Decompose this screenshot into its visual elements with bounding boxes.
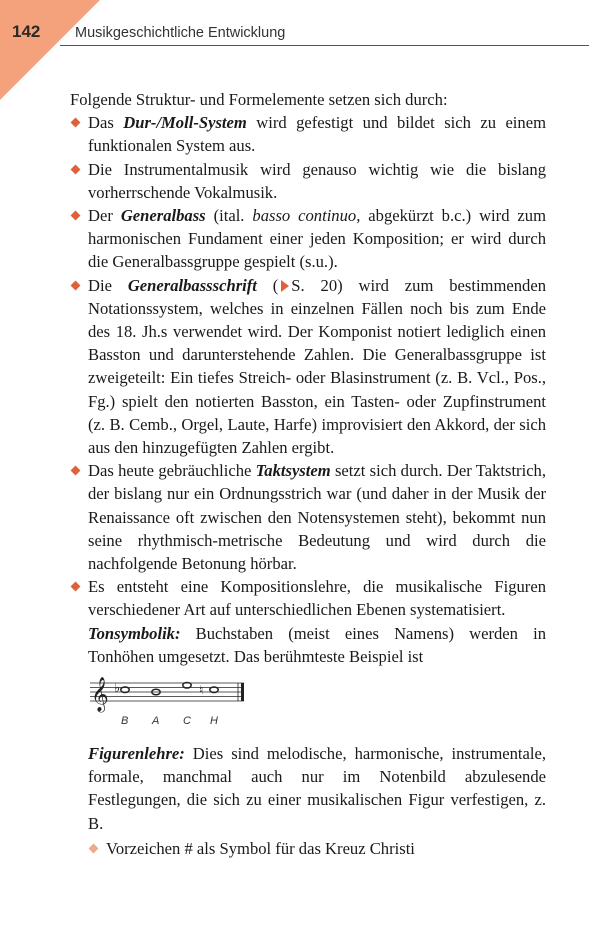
tonsymbolik-paragraph: Tonsymbolik: Buchstaben (meist eines Namens) werden in Tonhöhen umgesetzt. Das berühmteste Beispiel ist	[88, 623, 546, 666]
list-item: Es entsteht eine Kompositionslehre, die musikalische Figuren verschiedener Art auf unterschiedlichen Ebenen systematisiert.	[70, 575, 546, 621]
figurenlehre-paragraph: Figurenlehre: Dies sind melodische, harmonische, instrumentale, formale, manchmal auch nur im Notenbild abzulesende Festlegungen, die sich zu einer musikalischen Figur verfestigen, z. B.	[88, 744, 546, 833]
term: Tonsymbolik:	[88, 623, 181, 643]
list-item: Die Instrumentalmusik wird genauso wichtig wie die bislang vorherrschende Vokalmusik.	[70, 158, 546, 204]
page-reference[interactable]: S. 20)	[291, 275, 343, 295]
list-item: Das heute gebräuchliche Taktsystem setzt sich durch. Der Taktstrich, der bislang nur ein Ordnungsstrich war (und daher in der Musik der Renaissance oft zwischen den Notensystemen steht), bekommt nun seine rhythmisch-metrische Bedeutung und wird durch die nachfolgende Betonung hörbar.	[70, 459, 546, 575]
note-label-c: C	[183, 715, 191, 728]
page-number: 142	[12, 22, 41, 41]
music-staff	[88, 674, 248, 714]
flat-sign-icon: ♭	[114, 681, 121, 697]
bullet-list	[70, 111, 546, 621]
term: Generalbass	[120, 206, 206, 226]
sub-bullet-list	[70, 837, 546, 860]
diamond-bullet-icon	[71, 280, 81, 290]
diamond-bullet-icon	[71, 164, 81, 174]
header-rule	[60, 45, 589, 46]
note-label-b: B	[121, 715, 129, 728]
cross-reference-arrow-icon	[281, 280, 289, 292]
natural-sign-icon: ♮	[199, 683, 204, 698]
diamond-bullet-icon	[71, 466, 81, 476]
list-item: Der Generalbass (ital. basso continuo, abgekürzt b.c.) wird zum harmonischen Fundament einer jeden Komposition; er wird durch die Generalbassgruppe gespielt (s.u.).	[70, 204, 546, 274]
list-item: Vorzeichen # als Symbol für das Kreuz Christi	[88, 837, 546, 860]
diamond-bullet-icon	[71, 211, 81, 221]
intro-paragraph: Folgende Struktur- und Formelemente setzen sich durch:	[70, 90, 448, 109]
corner-decoration	[0, 0, 100, 100]
treble-clef-icon: 𝄞	[91, 677, 109, 713]
note-label-h: H	[210, 715, 218, 728]
term: Taktsystem	[255, 461, 331, 481]
diamond-bullet-icon	[71, 582, 81, 592]
term: Dur-/Moll-System	[123, 113, 247, 133]
diamond-bullet-icon	[89, 843, 99, 853]
note-label-a: A	[152, 715, 160, 728]
term: Figurenlehre:	[88, 744, 185, 764]
list-item: Das Dur-/Moll-System wird gefestigt und bildet sich zu einem funktionalen System aus.	[70, 111, 546, 157]
running-title: Musikgeschichtliche Entwicklung	[75, 25, 286, 41]
term: Generalbassschrift	[127, 275, 257, 295]
diamond-bullet-icon	[71, 118, 81, 128]
list-item: Die Generalbassschrift ( S. 20) wird zum bestimmenden Notationssystem, welches in einzelnen Fällen noch bis zum Ende des 18. Jh.s verwendet wird. Der Komponist notiert lediglich einen Basston und darunterstehende Zahlen. Die Generalbassgruppe ist zweigeteilt: Ein tiefes Streich- oder Blasinstrument (z. B. Vcl., Pos., Fg.) spielt den notierten Basston, ein Tasten- oder Zupfinstrument (z. B. Cemb., Orgel, Laute, Harfe) improvisiert den Akkord, der sich aus den hinzugefügten Zahlen ergibt.	[70, 274, 546, 460]
bach-motif-notation	[88, 674, 546, 730]
body-text	[70, 88, 546, 860]
